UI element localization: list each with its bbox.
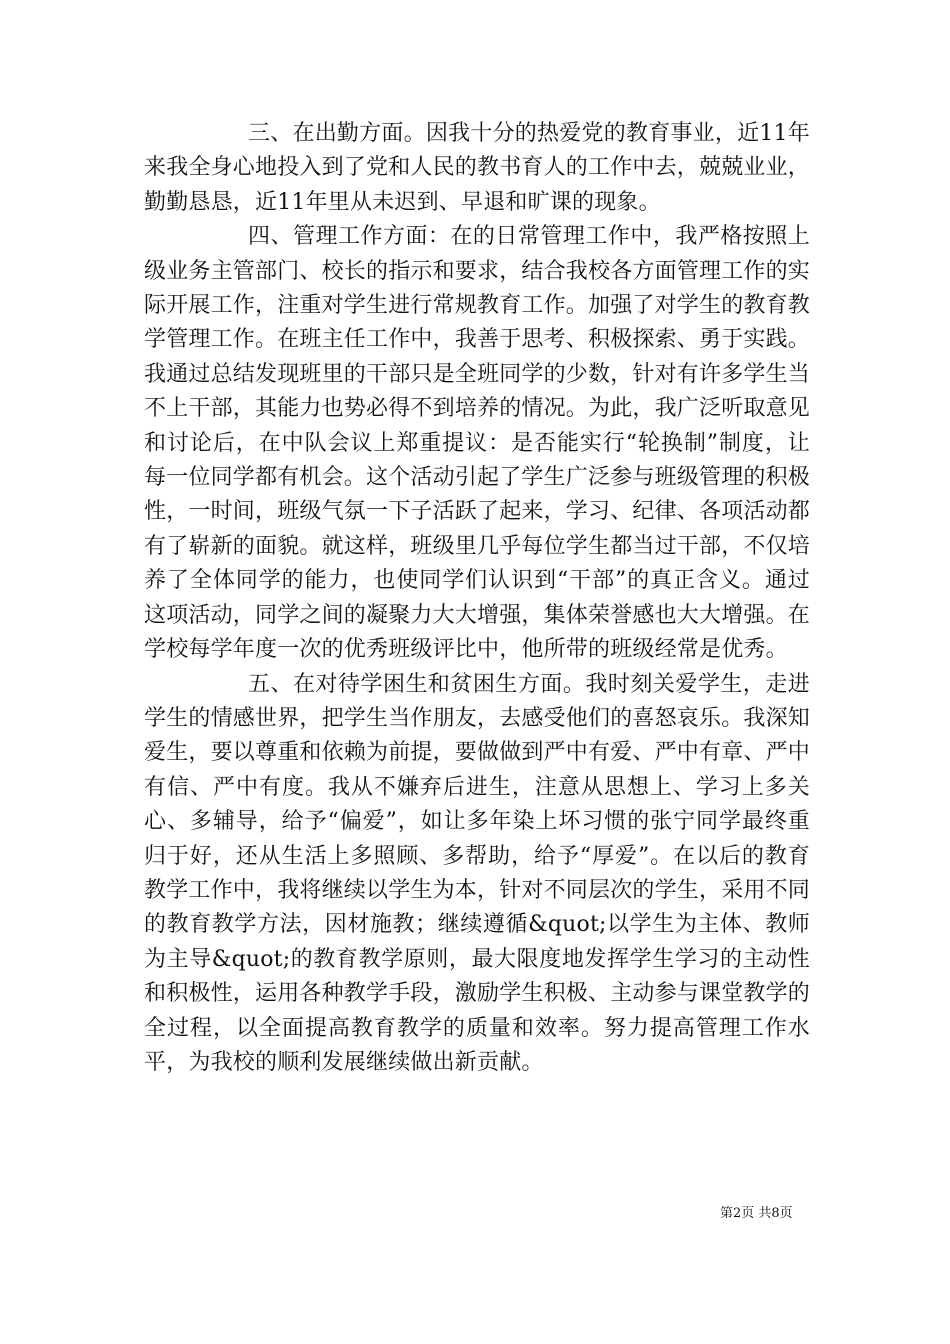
document-body: [144, 117, 810, 1080]
paragraph-management: 四、管理工作方面：在的日常管理工作中，我严格按照上级业务主管部门、校长的指示和要求，结合我校各方面管理工作的实际开展工作，注重对学生进行常规教育工作。加强了对学生的教育教学管理工作。在班主任工作中，我善于思考、积极探索、勇于实践。我通过总结发现班里的干部只是全班同学的少数，针对有许多学生当不上干部，其能力也势必得不到培养的情况。为此，我广泛听取意见和讨论后，在中队会议上郑重提议：是否能实行“轮换制”制度，让每一位同学都有机会。这个活动引起了学生广泛参与班级管理的积极性，一时间，班级气氛一下子活跃了起来，学习、纪律、各项活动都有了崭新的面貌。就这样，班级里几乎每位学生都当过干部，不仅培养了全体同学的能力，也使同学们认识到“干部”的真正含义。通过这项活动，同学之间的凝聚力大大增强，集体荣誉感也大大增强。在学校每学年度一次的优秀班级评比中，他所带的班级经常是优秀。: [144, 224, 811, 663]
paragraph-attendance: 三、在出勤方面。因我十分的热爱党的教育事业，近11年来我全身心地投入到了党和人民的教书育人的工作中去，兢兢业业，勤勤恳恳，近11年里从未迟到、早退和旷课的现象。: [144, 121, 811, 215]
page-number-footer: 第2页 共8页: [720, 1206, 793, 1221]
paragraph-struggling-students: 五、在对待学困生和贫困生方面。我时刻关爱学生，走进学生的情感世界，把学生当作朋友，去感受他们的喜怒哀乐。我深知爱生，要以尊重和依赖为前提，要做做到严中有爱、严中有章、严中有信、严中有度。我从不嫌弃后进生，注意从思想上、学习上多关心、多辅导，给予“偏爱”，如让多年染上坏习惯的张宁同学最终重归于好，还从生活上多照顾、多帮助，给予“厚爱”。在以后的教育教学工作中，我将继续以学生为本，针对不同层次的学生，采用不同的教育教学方法，因材施教；继续遵循&quot;以学生为主体、教师为主导&quot;的教育教学原则，最大限度地发挥学生学习的主动性和积极性，运用各种教学手段，激励学生积极、主动参与课堂教学的全过程，以全面提高教育教学的质量和效率。努力提高管理工作水平，为我校的顺利发展继续做出新贡献。: [144, 671, 811, 1075]
